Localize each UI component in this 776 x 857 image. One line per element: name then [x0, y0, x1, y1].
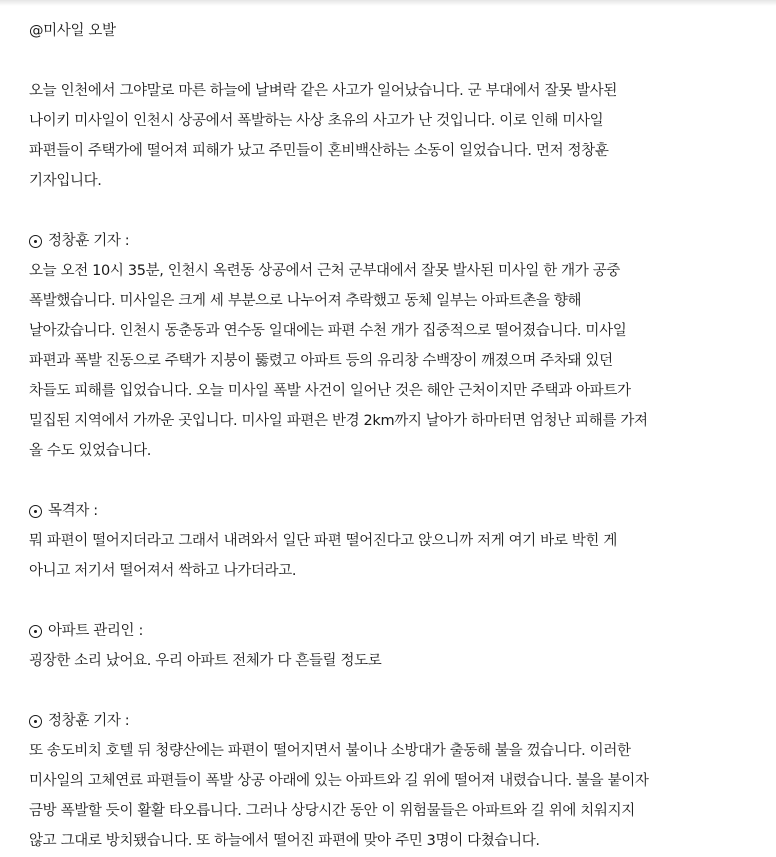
- quote-line: 올 수도 있었습니다.: [29, 443, 152, 459]
- top-shadow: [0, 0, 776, 6]
- quote-line: 파편과 폭발 진동으로 주택가 지붕이 뚫렸고 아파트 등의 유리창 수백장이 깨졌으며 주차돼 있던: [29, 353, 613, 369]
- speaker-label: [29, 706, 759, 736]
- article-body: [29, 16, 759, 856]
- circle-dot-icon: [29, 235, 42, 248]
- circle-dot-icon: [29, 715, 42, 728]
- speaker-name: 정창훈 기자 :: [48, 233, 130, 249]
- section-apartment-manager: [29, 616, 759, 676]
- quote-line: 미사일의 고체연료 파편들이 폭발 상공 아래에 있는 아파트와 길 위에 떨어져 내렸습니다. 불을 붙이자: [29, 773, 649, 789]
- section-reporter-2: [29, 706, 759, 856]
- circle-dot-icon: [29, 505, 42, 518]
- quote-line: 밀집된 지역에서 가까운 곳입니다. 미사일 파편은 반경 2km까지 날아가 하마터면 엄청난 피해를 가져: [29, 413, 648, 429]
- intro-paragraph: [29, 76, 759, 196]
- circle-dot-icon: [29, 625, 42, 638]
- quote-line: 날아갔습니다. 인천시 동춘동과 연수동 일대에는 파편 수천 개가 집중적으로 떨어졌습니다. 미사일: [29, 323, 627, 339]
- speaker-label: [29, 226, 759, 256]
- section-reporter-1: [29, 226, 759, 466]
- paragraph-gap: [29, 46, 759, 76]
- paragraph-gap: [29, 466, 759, 496]
- speaker-name: 아파트 관리인 :: [48, 623, 143, 639]
- intro-line: 오늘 인천에서 그야말로 마른 하늘에 날벼락 같은 사고가 일어났습니다. 군 부대에서 잘못 발사된: [29, 83, 617, 99]
- paragraph-gap: [29, 586, 759, 616]
- quote-line: 뭐 파편이 떨어지더라고 그래서 내려와서 일단 파편 떨어진다고 앉으니까 저게 여기 바로 박힌 게: [29, 533, 617, 549]
- quote-line: 차들도 피해를 입었습니다. 오늘 미사일 폭발 사건이 일어난 것은 해안 근처이지만 주택과 아파트가: [29, 383, 631, 399]
- intro-line: 나이키 미사일이 인천시 상공에서 폭발하는 사상 초유의 사고가 난 것입니다. 이로 인해 미사일: [29, 113, 604, 129]
- quote-line: 굉장한 소리 났어요. 우리 아파트 전체가 다 흔들릴 정도로: [29, 653, 382, 669]
- article-headline: @미사일 오발: [29, 23, 116, 39]
- quote-line: 폭발했습니다. 미사일은 크게 세 부분으로 나누어져 추락했고 동체 일부는 아파트촌을 향해: [29, 293, 582, 309]
- speaker-name: 정창훈 기자 :: [48, 713, 130, 729]
- intro-line: 기자입니다.: [29, 173, 102, 189]
- speaker-label: [29, 496, 759, 526]
- intro-line: 파편들이 주택가에 떨어져 피해가 났고 주민들이 혼비백산하는 소동이 일었습니다. 먼저 정창훈: [29, 143, 609, 159]
- paragraph-gap: [29, 676, 759, 706]
- quote-line: 아니고 저기서 떨어져서 싹하고 나가더라고.: [29, 563, 297, 579]
- quote-line: 오늘 오전 10시 35분, 인천시 옥련동 상공에서 근처 군부대에서 잘못 발사된 미사일 한 개가 공중: [29, 263, 621, 279]
- section-witness: [29, 496, 759, 586]
- quote-line: 금방 폭발할 듯이 활활 타오릅니다. 그러나 상당시간 동안 이 위험물들은 아파트와 길 위에 치워지지: [29, 803, 635, 819]
- paragraph-gap: [29, 196, 759, 226]
- quote-line: 않고 그대로 방치됐습니다. 또 하늘에서 떨어진 파편에 맞아 주민 3명이 다쳤습니다.: [29, 833, 540, 849]
- quote-line: 또 송도비치 호텔 뒤 청량산에는 파편이 떨어지면서 불이나 소방대가 출동해 불을 껐습니다. 이러한: [29, 743, 631, 759]
- speaker-label: [29, 616, 759, 646]
- speaker-name: 목격자 :: [48, 503, 98, 519]
